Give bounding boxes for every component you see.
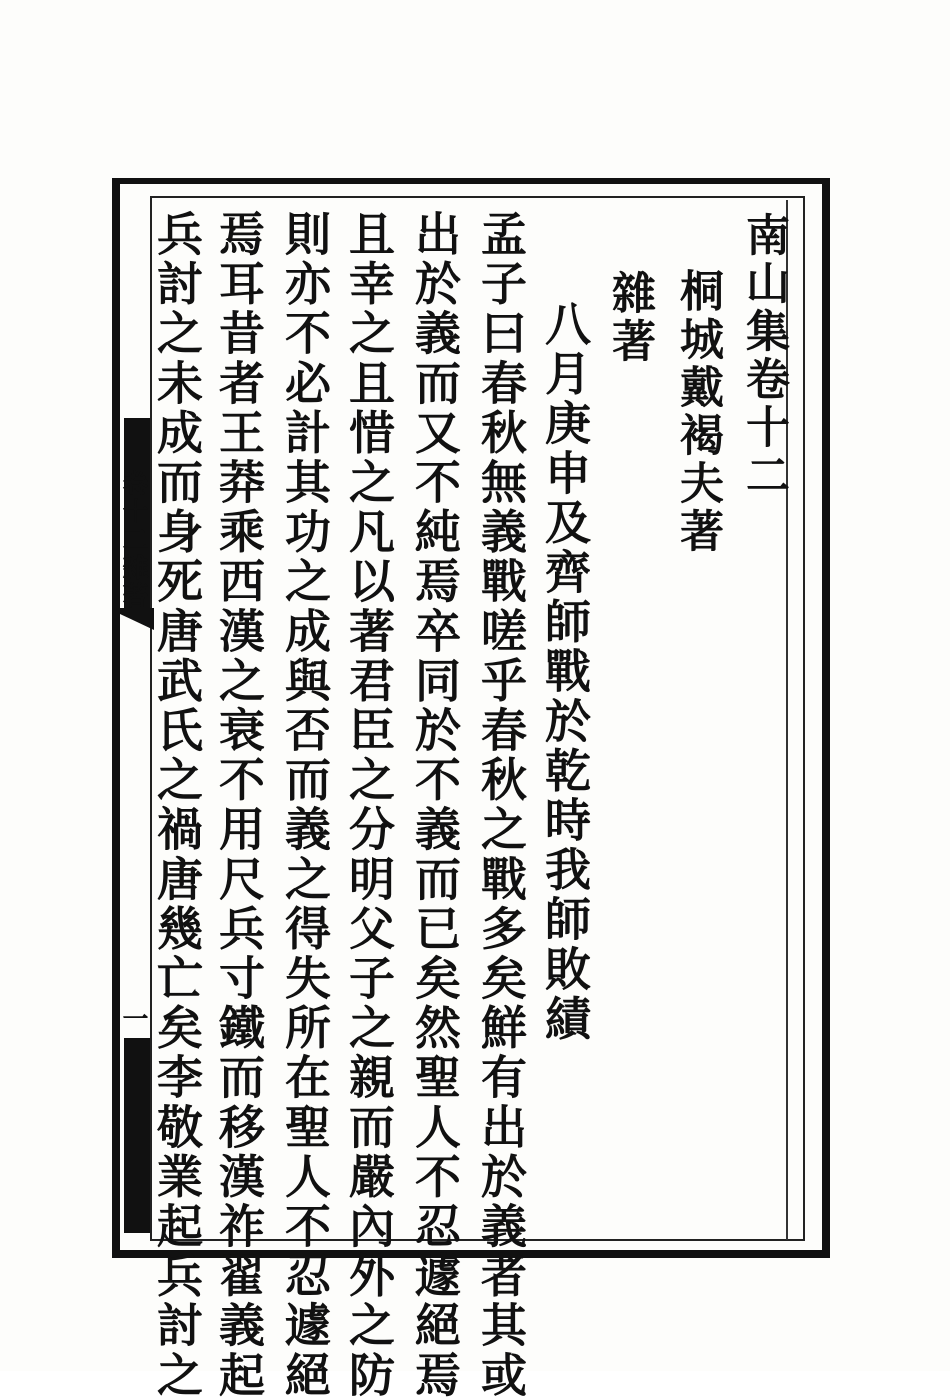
body-column-4: 則亦不必計其功之成與否而義之得失所在聖人不忍遽絕: [278, 210, 332, 1400]
book-title: 南山集卷十二: [738, 212, 789, 500]
body-column-1: 孟子曰春秋無義戰嗟乎春秋之戰多矣鮮有出於義者其或: [474, 210, 528, 1400]
body-column-5: 焉耳昔者王莽乘西漢之衰不用尺兵寸鐵而移漢祚翟義起: [212, 210, 266, 1400]
fish-tail-mark-icon: [120, 608, 154, 638]
essay-title: 八月庚申及齊師戰於乾時我師敗績: [538, 300, 592, 1044]
body-column-2: 出於義而又不純焉卒同於不義而已矣然聖人不忍遽絕焉: [408, 210, 462, 1400]
section-heading: 雜著: [604, 270, 655, 366]
fold-page-number: 一: [118, 1005, 148, 1031]
body-column-3: 且幸之且惜之凡以著君臣之分明父子之親而嚴內外之防: [342, 210, 396, 1400]
fold-black-mouth-bottom: [124, 1038, 150, 1233]
fold-title: 卷十二雜著: [118, 470, 148, 610]
centre-fold-strip: [112, 178, 150, 1258]
author-line: 桐城戴褐夫著: [672, 268, 723, 556]
body-column-6: 兵討之未成而身死唐武氏之禍唐幾亡矣李敬業起兵討之: [150, 210, 204, 1400]
